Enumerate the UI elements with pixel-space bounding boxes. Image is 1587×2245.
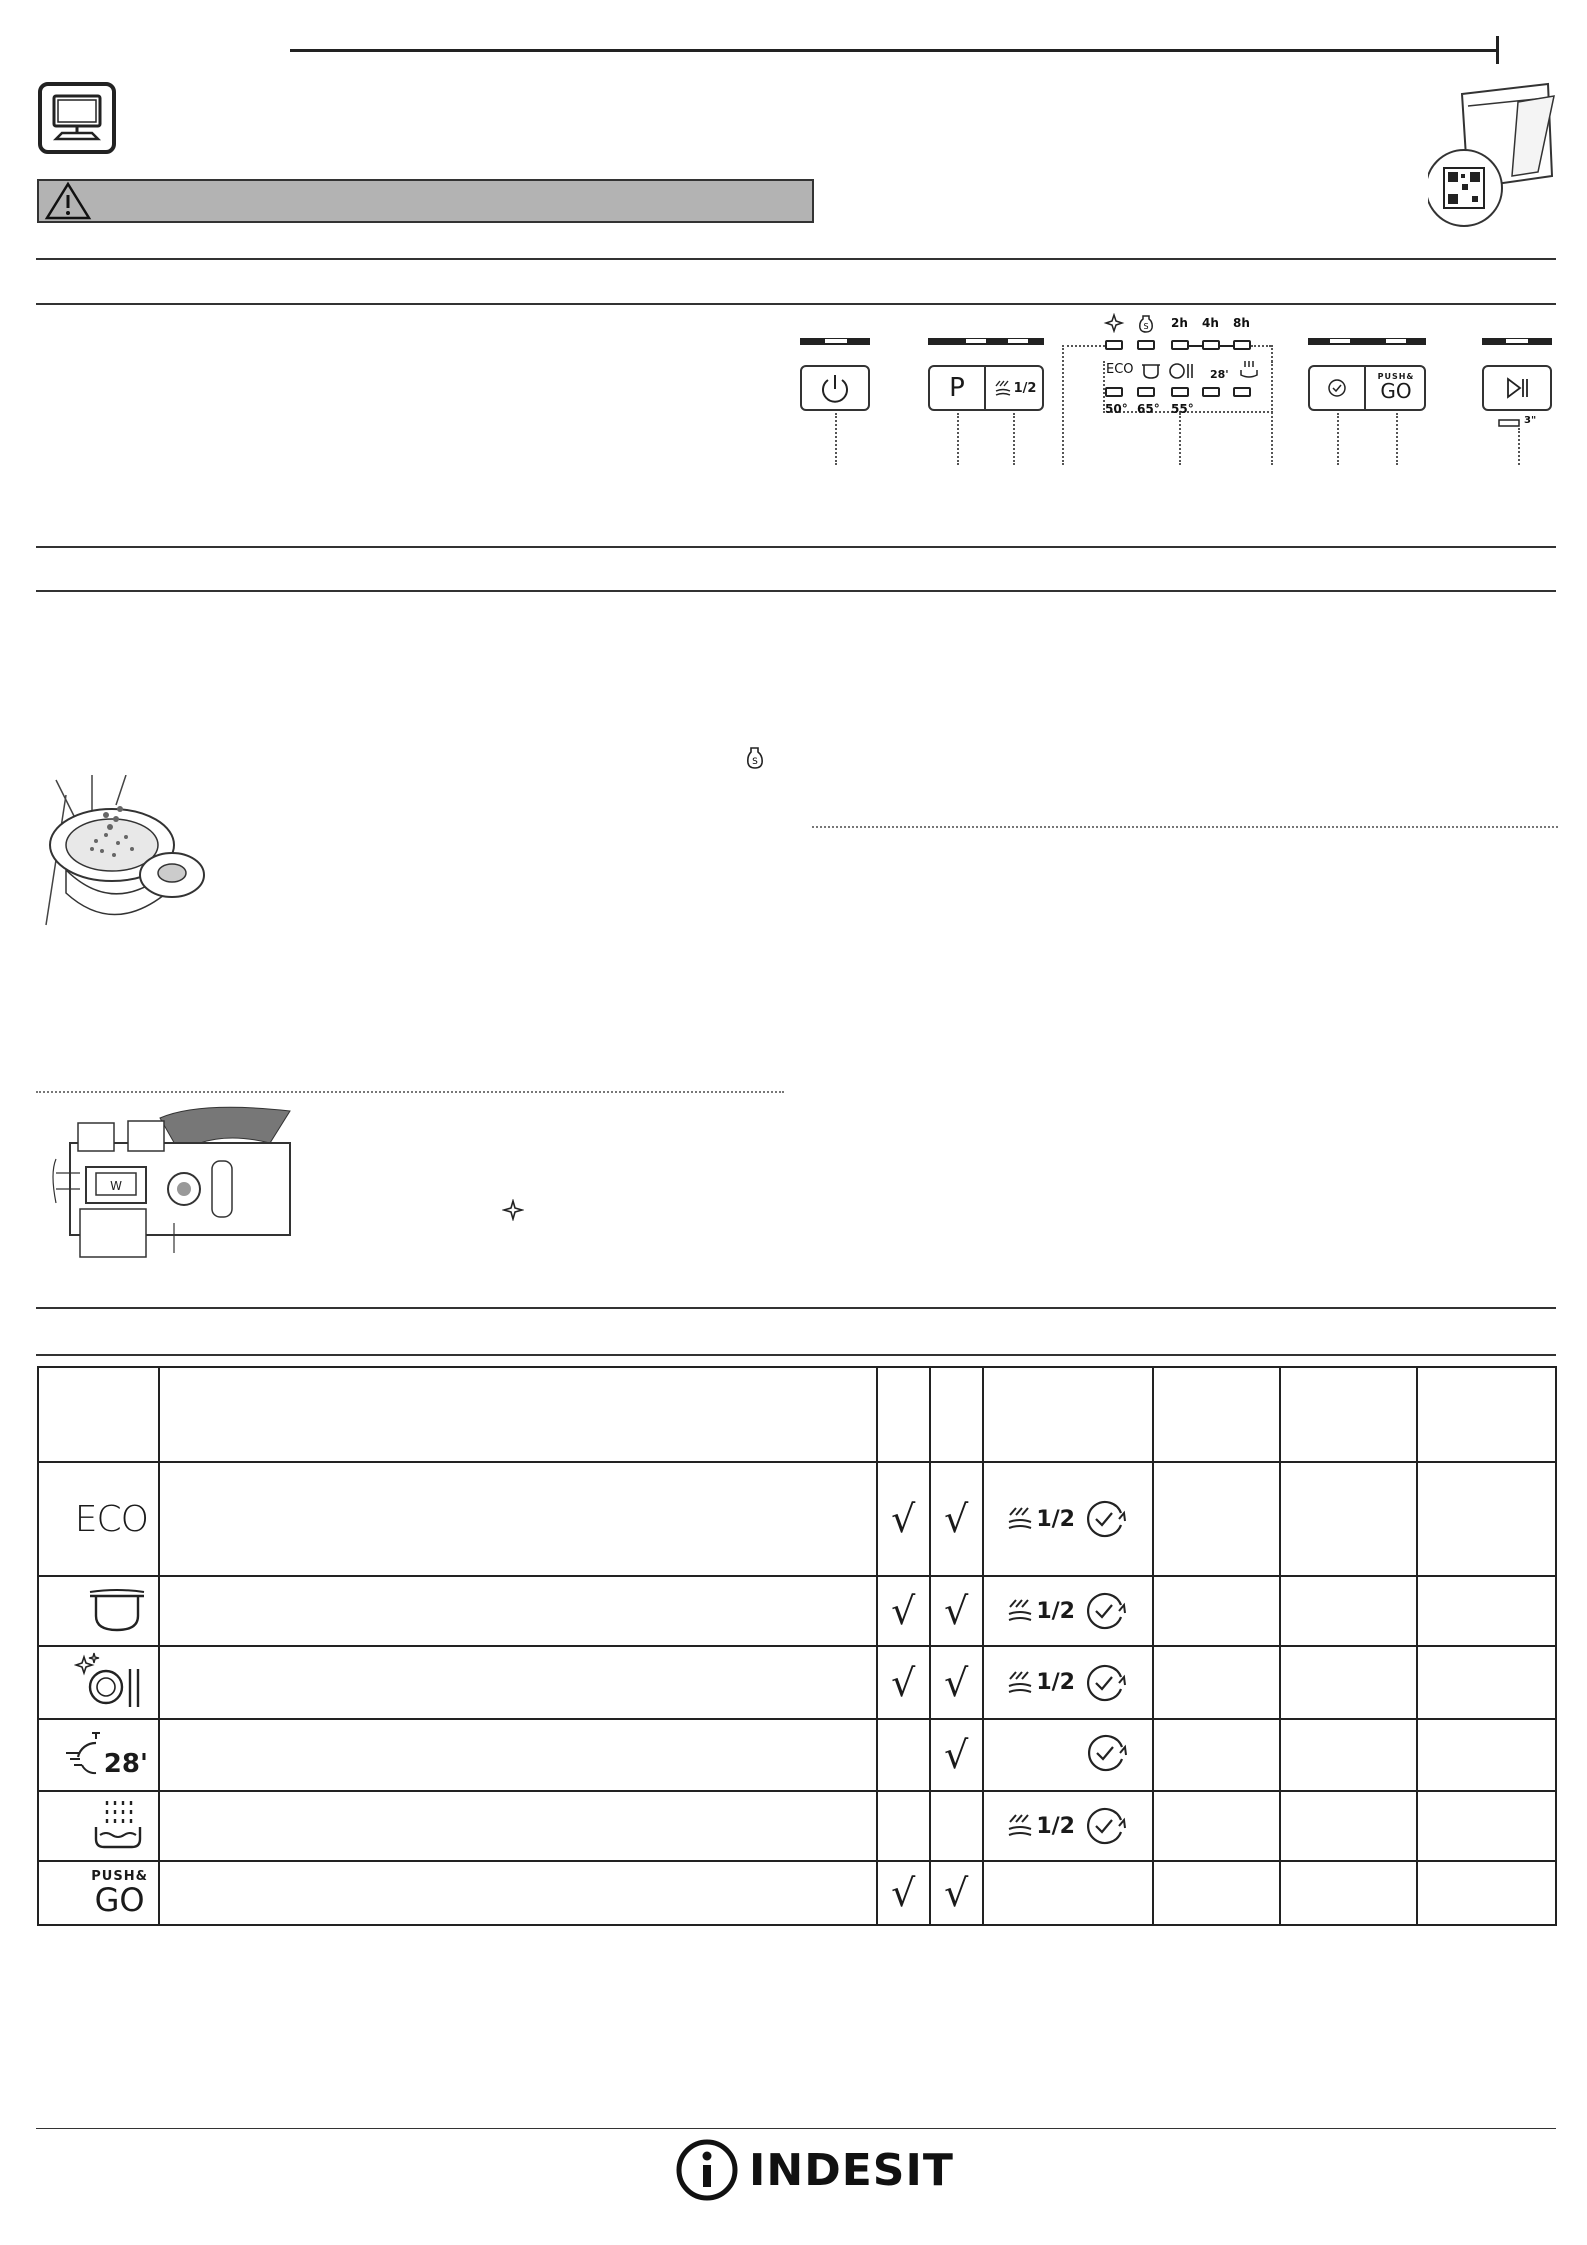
dishwasher-qr-icon xyxy=(1428,76,1558,228)
dotted-separator xyxy=(36,1091,784,1093)
warning-triangle-icon xyxy=(43,181,93,221)
table-row xyxy=(38,1861,1556,1925)
soak-led xyxy=(1233,387,1251,397)
half-load-icon xyxy=(1006,1669,1034,1697)
delay-clock-icon xyxy=(1081,1495,1129,1543)
temp-eco: 50° xyxy=(1105,402,1128,416)
delay-4h-led xyxy=(1202,340,1220,350)
table-row xyxy=(38,1646,1556,1719)
delay-clock-icon xyxy=(1081,1802,1129,1850)
rinse-aid-led xyxy=(1105,340,1123,350)
eco-label: ECO xyxy=(1106,362,1134,377)
footer-rule xyxy=(36,2128,1556,2129)
section-rule xyxy=(36,1354,1556,1356)
delay-8h-led xyxy=(1233,340,1251,350)
indesit-logo-icon xyxy=(675,2138,739,2202)
section-rule xyxy=(36,303,1556,305)
fast-stopwatch-icon xyxy=(64,1729,104,1777)
table-header-row xyxy=(38,1367,1556,1462)
section-rule xyxy=(36,590,1556,592)
intensive-icon xyxy=(1140,360,1162,380)
warning-bar xyxy=(37,179,814,223)
check-cell: √ xyxy=(930,1719,983,1791)
half-load-option: 1/2 xyxy=(1006,1495,1129,1543)
delay-2h-led xyxy=(1171,340,1189,350)
daily-icon xyxy=(74,1651,148,1711)
check-cell: √ xyxy=(877,1576,930,1646)
delay-button[interactable] xyxy=(1310,367,1366,409)
salt-led xyxy=(1137,340,1155,350)
table-row xyxy=(38,1791,1556,1861)
detergent-dispenser-illustration xyxy=(50,1103,300,1263)
check-cell: √ xyxy=(877,1462,930,1576)
dotted-separator xyxy=(812,826,1558,828)
half-load-icon xyxy=(1006,1597,1034,1625)
temp-intensive: 65° xyxy=(1137,402,1160,416)
half-load-option: 1/2 xyxy=(1006,1802,1129,1850)
section-rule xyxy=(36,1307,1556,1309)
half-load-icon xyxy=(1006,1505,1034,1533)
section-rule xyxy=(36,258,1556,260)
program-button-label: P xyxy=(949,373,965,403)
power-button[interactable] xyxy=(800,365,870,411)
brand-logo xyxy=(675,2135,954,2205)
check-cell xyxy=(930,1791,983,1861)
delay-clock-icon xyxy=(1081,1587,1129,1635)
delay-clock-icon xyxy=(1081,1659,1129,1707)
check-cell: √ xyxy=(930,1576,983,1646)
play-pause-icon xyxy=(1484,367,1550,409)
fast-program-icon: 28' xyxy=(64,1729,148,1777)
monitor-icon xyxy=(38,82,116,154)
daily-icon xyxy=(1166,358,1196,380)
delay-clock-icon xyxy=(1082,1729,1130,1777)
push-go-button[interactable]: PUSH& GO xyxy=(1377,372,1415,403)
eco-led xyxy=(1105,387,1123,397)
eco-program-label: ECO xyxy=(74,1498,148,1540)
push-go-icon: PUSH& GO xyxy=(91,1869,148,1919)
half-load-icon xyxy=(994,379,1012,397)
temp-daily: 55° xyxy=(1171,402,1194,416)
start-pause-button[interactable] xyxy=(1482,365,1552,411)
salt-icon xyxy=(1137,312,1155,334)
check-cell xyxy=(877,1791,930,1861)
check-cell xyxy=(877,1719,930,1791)
check-cell: √ xyxy=(877,1646,930,1719)
half-load-icon xyxy=(1006,1812,1034,1840)
check-cell: √ xyxy=(930,1462,983,1576)
half-load-button[interactable]: 1/2 xyxy=(988,367,1042,409)
rinse-aid-icon xyxy=(502,1199,524,1221)
svg-text:S: S xyxy=(1143,322,1149,331)
brand-name: INDESIT xyxy=(749,2144,954,2196)
soak-icon xyxy=(90,1797,144,1851)
svg-text:W: W xyxy=(110,1179,122,1193)
section-rule xyxy=(36,546,1556,548)
programs-table xyxy=(37,1366,1557,1926)
delay-clock-icon xyxy=(1326,377,1348,399)
intensive-led xyxy=(1137,387,1155,397)
daily-led xyxy=(1171,387,1189,397)
check-cell: √ xyxy=(877,1861,930,1925)
delay-2h-label: 2h xyxy=(1171,316,1188,330)
delay-8h-label: 8h xyxy=(1233,316,1250,330)
half-load-option: 1/2 xyxy=(1006,1659,1129,1707)
half-load-option: 1/2 xyxy=(1006,1587,1129,1635)
delay-4h-label: 4h xyxy=(1202,316,1219,330)
table-row xyxy=(38,1576,1556,1646)
control-panel xyxy=(790,310,1560,470)
program-button[interactable] xyxy=(930,367,986,409)
intensive-icon xyxy=(86,1584,148,1634)
delay-pushgo-group xyxy=(1308,365,1426,411)
top-rule xyxy=(290,49,1498,52)
rinse-aid-icon xyxy=(1103,313,1125,333)
power-icon xyxy=(802,367,868,409)
fast-label: 28' xyxy=(1210,368,1229,381)
salt-icon xyxy=(744,744,766,770)
check-cell: √ xyxy=(930,1861,983,1925)
check-cell: √ xyxy=(930,1646,983,1719)
soak-icon xyxy=(1238,358,1260,380)
door-lock-label: 3" xyxy=(1524,415,1537,426)
fast-led xyxy=(1202,387,1220,397)
program-halfload-group xyxy=(928,365,1044,411)
table-row xyxy=(38,1719,1556,1791)
salt-reservoir-illustration xyxy=(36,775,226,935)
table-row xyxy=(38,1462,1556,1576)
svg-text:S: S xyxy=(752,757,758,767)
top-rule-tick xyxy=(1496,36,1499,64)
